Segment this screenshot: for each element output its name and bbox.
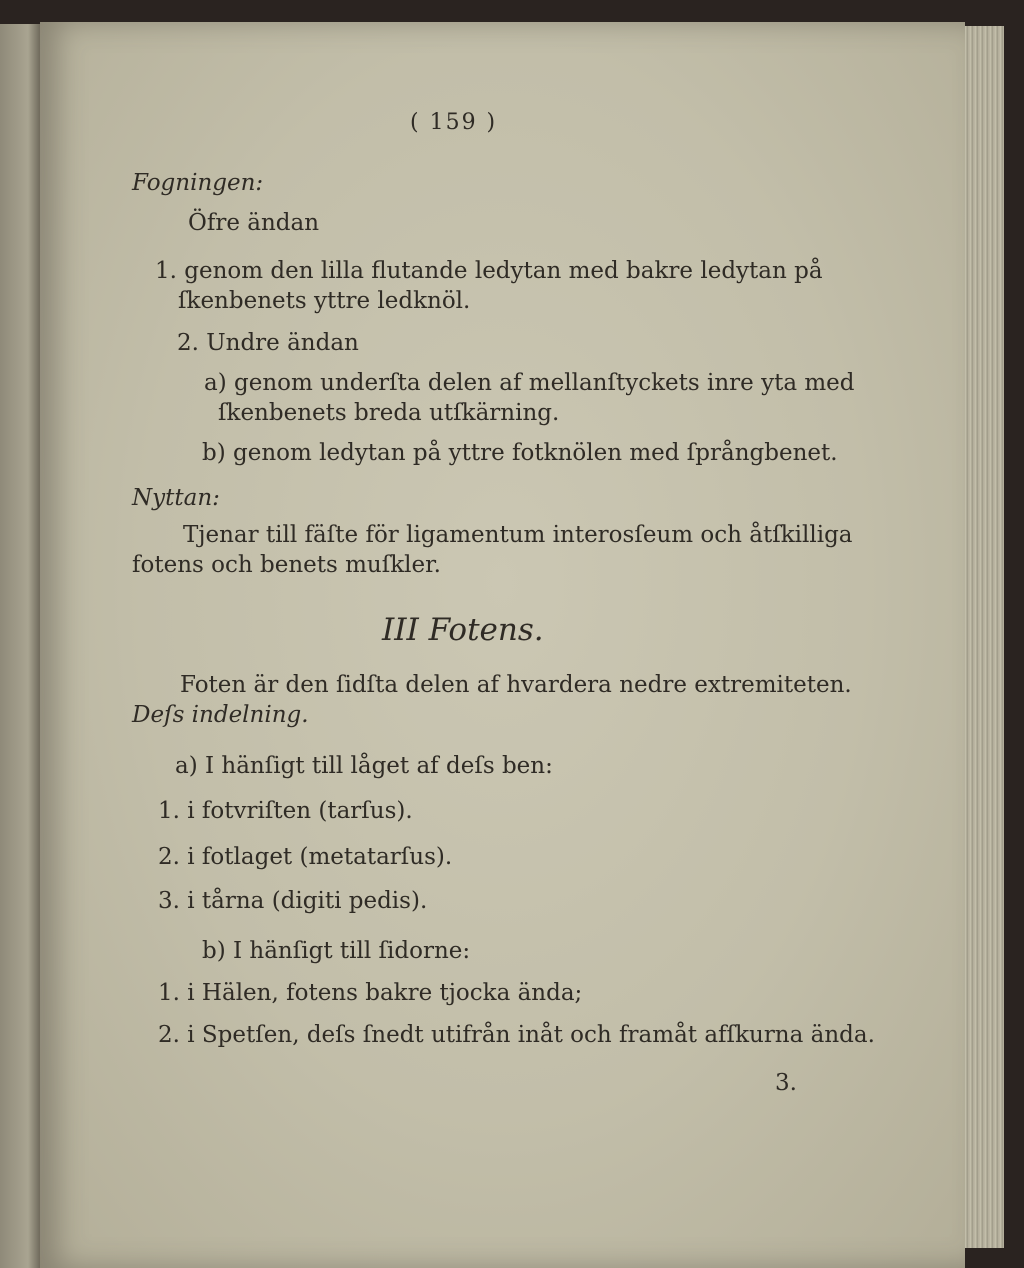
sid1: 1. i Hälen, fotens bakre tjocka ända;	[158, 980, 583, 1006]
page-stack-edge	[962, 26, 1004, 1248]
a-hansigt: a) I hänſigt till låget af deſs ben:	[175, 753, 553, 779]
foten-line: Foten är den ſidſta delen af hvardera nedre extremiteten.	[180, 672, 852, 698]
catchword: 3.	[775, 1070, 797, 1096]
fogningen-label: Fogningen:	[132, 170, 264, 196]
item2-undre: 2. Undre ändan	[177, 330, 359, 356]
item1-line1: 1. genom den lilla flutande ledytan med bakre ledytan på	[155, 258, 823, 284]
tjenar-line2: fotens och benets muſkler.	[132, 552, 441, 578]
left-page-edge	[0, 24, 40, 1268]
item-a-line1: a) genom underſta delen af mellanſtyckets inre yta med	[204, 370, 855, 396]
list1: 1. i fotvriſten (tarſus).	[158, 798, 413, 824]
page-number: ( 159 )	[410, 110, 498, 135]
list3: 3. i tårna (digiti pedis).	[158, 888, 428, 914]
dess-indelning: Deſs indelning.	[132, 702, 309, 728]
item1-line2: ſkenbenets yttre ledknöl.	[178, 288, 471, 314]
tjenar-line1: Tjenar till fäſte för ligamentum interosſeum och åtſkilliga	[183, 522, 853, 548]
b-hansigt: b) I hänſigt till ſidorne:	[202, 938, 471, 964]
sid2: 2. i Spetſen, deſs ſnedt utifrån inåt och framåt afſkurna ända.	[158, 1022, 875, 1048]
book-page	[40, 22, 965, 1268]
item-a-line2: ſkenbenets breda utſkärning.	[218, 400, 560, 426]
ofre-andan: Öfre ändan	[188, 210, 320, 236]
item-b: b) genom ledytan på yttre fotknölen med ſprångbenet.	[202, 440, 838, 466]
section-heading: III Fotens.	[382, 612, 544, 648]
list2: 2. i fotlaget (metatarſus).	[158, 844, 453, 870]
nyttan-label: Nyttan:	[132, 485, 220, 511]
